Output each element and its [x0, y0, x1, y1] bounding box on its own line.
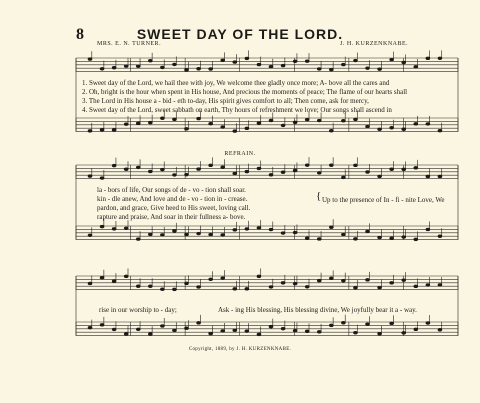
music-note	[245, 228, 249, 231]
music-note	[269, 65, 273, 68]
music-note	[136, 238, 140, 241]
music-note	[402, 168, 406, 171]
music-note	[414, 238, 418, 241]
music-note	[317, 68, 321, 71]
verse-1-line: 1. Sweet day of the Lord, we hail thee with joy, We welcome thee gladly once more; A- bove all the cares and	[82, 79, 390, 87]
music-note	[402, 331, 406, 334]
music-note	[185, 173, 189, 176]
music-note	[233, 61, 237, 64]
music-note	[112, 227, 116, 230]
music-note	[148, 121, 152, 124]
music-note	[269, 285, 273, 288]
music-note	[414, 122, 418, 125]
music-note	[353, 59, 357, 62]
music-note	[341, 233, 345, 236]
music-note	[402, 236, 406, 239]
music-note	[197, 168, 201, 171]
music-note	[88, 282, 92, 285]
music-note	[257, 333, 261, 336]
music-note	[221, 126, 225, 129]
music-note	[112, 280, 116, 283]
music-note	[269, 325, 273, 328]
music-note	[378, 128, 382, 131]
music-note	[136, 285, 140, 288]
music-note	[341, 119, 345, 122]
music-note	[269, 228, 273, 231]
music-note	[136, 328, 140, 331]
music-note	[172, 118, 176, 121]
music-note	[197, 286, 201, 289]
music-note	[112, 328, 116, 331]
system2-verse-4: rapture and praise, And soar in their fullness a- bove.	[97, 213, 246, 221]
music-note	[245, 330, 249, 333]
music-note	[88, 175, 92, 178]
music-note	[402, 279, 406, 282]
hymn-title: SWEET DAY OF THE LORD.	[136, 26, 344, 42]
music-note	[402, 128, 406, 131]
music-note	[233, 172, 237, 175]
music-note	[233, 287, 237, 290]
music-note	[100, 67, 104, 70]
music-note	[390, 126, 394, 129]
music-note	[160, 66, 164, 69]
music-note	[329, 226, 333, 229]
music-note	[390, 281, 394, 284]
music-note	[293, 169, 297, 172]
music-note	[390, 322, 394, 325]
music-note	[390, 237, 394, 240]
music-note	[112, 66, 116, 69]
music-note	[317, 119, 321, 122]
music-note	[160, 233, 164, 236]
music-note	[88, 234, 92, 237]
music-note	[293, 60, 297, 63]
music-note	[209, 332, 213, 335]
music-note	[378, 236, 382, 239]
verse-brace: {	[316, 190, 322, 202]
music-note	[160, 288, 164, 291]
music-note	[233, 130, 237, 133]
music-note	[136, 65, 140, 68]
music-note	[366, 125, 370, 128]
music-note	[305, 285, 309, 288]
music-note	[378, 286, 382, 289]
music-note	[353, 118, 357, 121]
music-note	[233, 329, 237, 332]
music-note	[124, 168, 128, 171]
music-note	[329, 68, 333, 71]
music-note	[378, 332, 382, 335]
music-note	[329, 129, 333, 132]
music-note	[245, 127, 249, 130]
music-note	[378, 175, 382, 178]
music-note	[305, 60, 309, 63]
music-note	[414, 166, 418, 169]
music-note	[221, 59, 225, 62]
music-note	[281, 281, 285, 284]
music-note	[100, 177, 104, 180]
music-note	[209, 164, 213, 167]
system3-lyric-left: rise in our worship to - day;	[99, 306, 177, 314]
music-note	[148, 285, 152, 288]
verse-2-line: 2. Oh, bright is the hour when spent in His house, And precious the moments of peace; The flame of our hearts shall	[82, 88, 408, 96]
music-note	[148, 59, 152, 62]
music-note	[426, 123, 430, 126]
music-note	[100, 276, 104, 279]
music-note	[124, 65, 128, 68]
music-note	[233, 228, 237, 231]
music-note	[124, 275, 128, 278]
music-note	[197, 321, 201, 324]
music-note	[341, 63, 345, 66]
music-note	[281, 327, 285, 330]
music-note	[317, 279, 321, 282]
music-note	[426, 284, 430, 287]
music-note	[197, 232, 201, 235]
music-note	[269, 119, 273, 122]
music-note	[293, 121, 297, 124]
music-note	[438, 235, 442, 238]
music-note	[185, 282, 189, 285]
music-note	[221, 166, 225, 169]
music-note	[221, 277, 225, 280]
music-note	[197, 117, 201, 120]
music-note	[257, 122, 261, 125]
music-note	[88, 58, 92, 61]
music-note	[366, 230, 370, 233]
music-note	[160, 168, 164, 171]
music-note	[148, 233, 152, 236]
music-note	[197, 67, 201, 70]
music-note	[438, 57, 442, 60]
music-note	[100, 129, 104, 132]
music-note	[305, 237, 309, 240]
music-note	[160, 117, 164, 120]
music-note	[185, 127, 189, 130]
music-note	[281, 171, 285, 174]
music-note	[341, 279, 345, 282]
music-note	[221, 234, 225, 237]
music-note	[426, 322, 430, 325]
music-note	[378, 68, 382, 71]
music-note	[88, 129, 92, 132]
music-note	[209, 233, 213, 236]
music-note	[185, 327, 189, 330]
music-note	[172, 288, 176, 291]
music-note	[281, 232, 285, 235]
music-note	[341, 176, 345, 179]
music-note	[136, 166, 140, 169]
system2-verse-1: la - bors of life, Our songs of de - vo - tion shall soar.	[97, 186, 246, 194]
music-note	[257, 167, 261, 170]
lyricist-credit: MRS. E. N. TURNER.	[97, 41, 162, 47]
music-note	[305, 330, 309, 333]
music-note	[317, 330, 321, 333]
music-note	[245, 170, 249, 173]
music-note	[305, 118, 309, 121]
music-note	[112, 129, 116, 132]
music-note	[124, 123, 128, 126]
music-note	[112, 164, 116, 167]
music-note	[148, 170, 152, 173]
music-note	[209, 122, 213, 125]
music-note	[366, 171, 370, 174]
music-note	[390, 58, 394, 61]
music-note	[185, 233, 189, 236]
music-note	[172, 329, 176, 332]
music-note	[100, 323, 104, 326]
verse-4-line: 4. Sweet day of the Lord, sweet sabbath on earth, Thy hours of refreshment we love; Our songs shall ascend in	[82, 106, 392, 114]
music-note	[426, 228, 430, 231]
system3-lyric-right: Ask - ing His blessing, His blessing divine, We joyfully bear it a - way.	[218, 306, 417, 314]
music-note	[148, 333, 152, 336]
music-note	[414, 65, 418, 68]
music-note	[329, 277, 333, 280]
music-note	[257, 63, 261, 66]
music-note	[221, 330, 225, 333]
music-note	[366, 67, 370, 70]
music-note	[245, 57, 249, 60]
music-note	[257, 227, 261, 230]
music-note	[353, 331, 357, 334]
verse-3-line: 3. The Lord in His house a - bid - eth to-day, His spirit gives comfort to all; Then come, ask for mercy,	[82, 97, 369, 105]
music-note	[353, 237, 357, 240]
music-note	[281, 124, 285, 127]
music-note	[353, 286, 357, 289]
music-note	[257, 275, 261, 278]
composer-credit: J. H. KURZENKNABE.	[340, 41, 409, 47]
copyright-notice: Copyright, 1889, by J. H. KURZENKNABE.	[188, 347, 292, 352]
music-note	[329, 324, 333, 327]
music-note	[88, 326, 92, 329]
music-note	[353, 164, 357, 167]
music-note	[402, 61, 406, 64]
music-note	[172, 229, 176, 232]
music-note	[269, 173, 273, 176]
music-note	[136, 122, 140, 125]
music-note	[366, 323, 370, 326]
music-note	[172, 173, 176, 176]
music-note	[414, 328, 418, 331]
music-note	[329, 164, 333, 167]
music-note	[124, 333, 128, 336]
music-note	[245, 287, 249, 290]
music-note	[185, 69, 189, 72]
music-note	[100, 225, 104, 228]
music-note	[414, 285, 418, 288]
music-note	[317, 238, 321, 241]
music-note	[426, 57, 430, 60]
music-note	[341, 321, 345, 324]
music-note	[293, 282, 297, 285]
refrain-label: REFRAIN.	[224, 151, 256, 157]
refrain-lyric: Up to the presence of In - fi - nite Love, We	[322, 196, 445, 204]
music-note	[366, 278, 370, 281]
music-note	[438, 175, 442, 178]
music-note	[438, 328, 442, 331]
music-note	[172, 63, 176, 66]
system2-verse-3: pardon, and grace, Give heed to His sweet, loving call.	[97, 204, 251, 212]
music-note	[317, 171, 321, 174]
music-note	[426, 175, 430, 178]
music-note	[209, 68, 213, 71]
music-note	[209, 278, 213, 281]
music-note	[305, 164, 309, 167]
system2-verse-2: kin - dle anew, And love and de - vo - tion in - crease.	[97, 195, 248, 203]
music-note	[390, 168, 394, 171]
page-number: 8	[76, 26, 84, 43]
music-note	[160, 325, 164, 328]
music-note	[438, 284, 442, 287]
music-note	[293, 231, 297, 234]
music-note	[438, 129, 442, 132]
music-note	[293, 329, 297, 332]
music-note	[124, 227, 128, 230]
music-note	[281, 64, 285, 67]
